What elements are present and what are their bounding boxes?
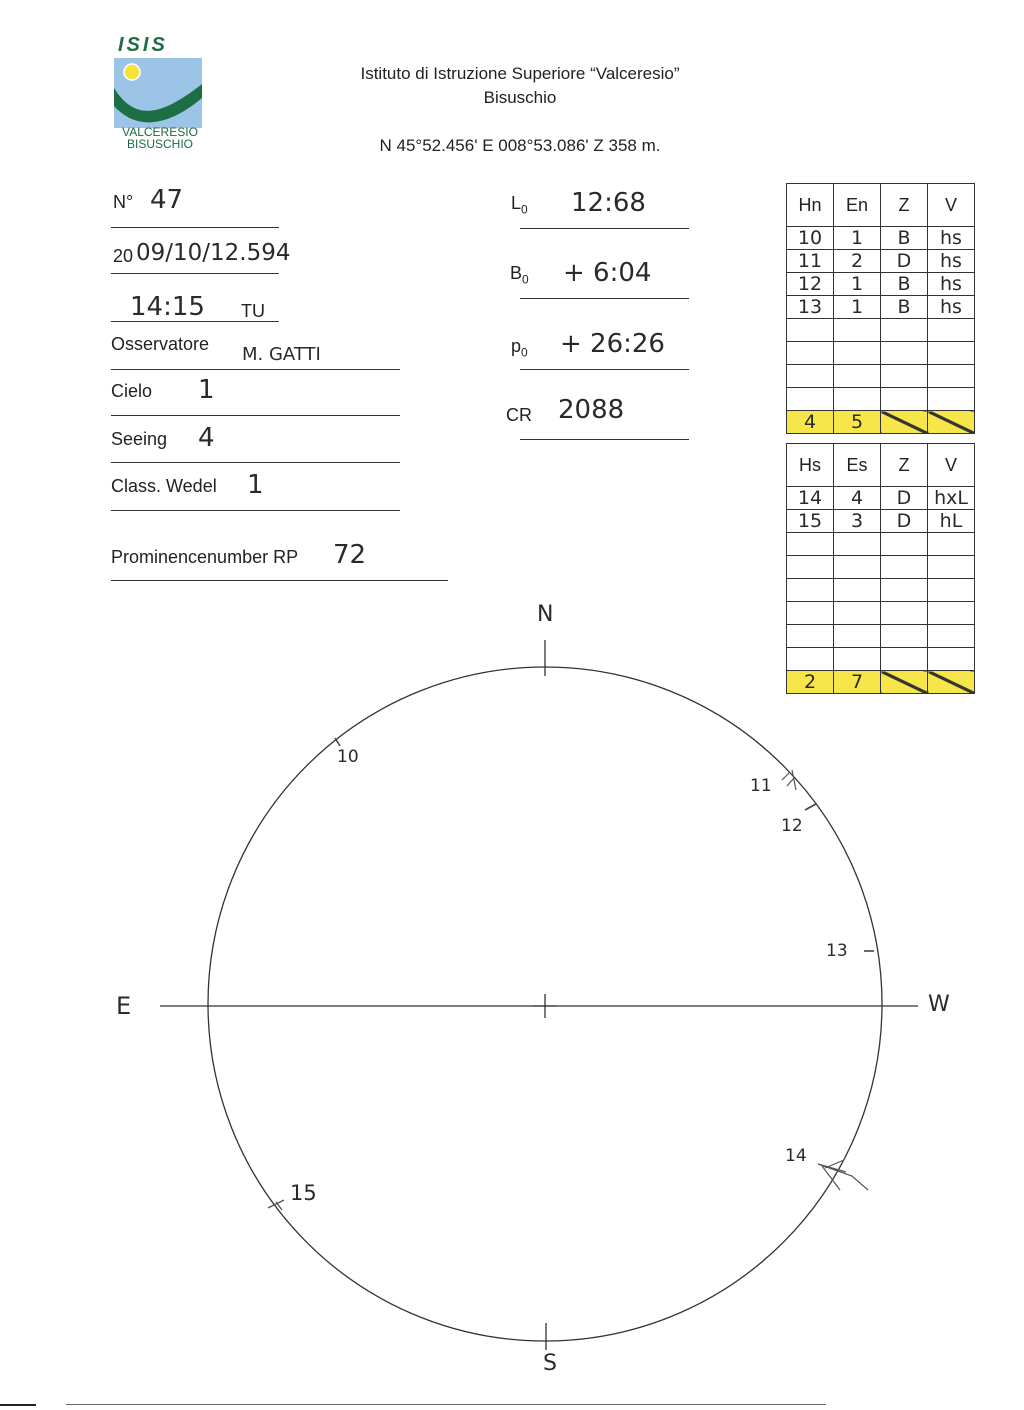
observer-value: M. GATTI xyxy=(242,344,321,365)
table-cell: 13 xyxy=(787,296,834,319)
marker-label: 15 xyxy=(290,1181,317,1205)
table-cell: B xyxy=(881,296,928,319)
p0-value: + 26:26 xyxy=(560,329,665,359)
east-label: E xyxy=(116,992,132,1020)
number-label: N° xyxy=(113,192,134,212)
table-cell: 10 xyxy=(787,227,834,250)
site-coordinates: N 45°52.456' E 008°53.086' Z 358 m. xyxy=(379,136,661,155)
page-bottom-mark xyxy=(0,1404,36,1406)
logo-caption-line2: BISUSCHIO xyxy=(126,137,193,151)
prominence-label: Prominencenumber RP xyxy=(111,547,299,567)
sky-label: Cielo xyxy=(111,381,153,401)
institute-name: Istituto di Istruzione Superiore “Valceresio” xyxy=(360,64,680,83)
table-cell: hs xyxy=(928,227,975,250)
table-cell: 15 xyxy=(787,510,834,533)
observer-label: Osservatore xyxy=(111,334,210,354)
table-cell: 1 xyxy=(834,296,881,319)
table-cell: 1 xyxy=(834,273,881,296)
prominence-mark-12 xyxy=(805,804,816,810)
prominence-mark-14 xyxy=(818,1160,868,1190)
table-cell: 3 xyxy=(834,510,881,533)
p0-subscript: 0 xyxy=(521,345,528,360)
table-cell: hs xyxy=(928,250,975,273)
table-cell: D xyxy=(881,510,928,533)
north-label: N xyxy=(537,602,554,627)
sky-value: 1 xyxy=(198,375,215,405)
l0-value: 12:68 xyxy=(571,188,646,218)
table-cell: 12 xyxy=(787,273,834,296)
total-es: 7 xyxy=(834,671,881,694)
logo-caption-line1: VALCERESIO xyxy=(122,125,198,139)
total-hs: 2 xyxy=(787,671,834,694)
south-label: S xyxy=(543,1351,557,1376)
table-cell: D xyxy=(881,487,928,510)
marker-label: 10 xyxy=(337,747,359,767)
date-value: 09/10/12.594 xyxy=(136,240,291,266)
wedel-value: 1 xyxy=(247,470,264,500)
header-v: V xyxy=(928,184,975,227)
prominence-mark-11 xyxy=(782,770,796,790)
table-cell: 2 xyxy=(834,250,881,273)
b0-letter: B xyxy=(510,263,523,283)
header-hs: Hs xyxy=(787,444,834,487)
wedel-label: Class. Wedel xyxy=(111,476,217,496)
table-cell: hs xyxy=(928,273,975,296)
number-value: 47 xyxy=(150,185,184,215)
logo-wordmark: ISIS xyxy=(118,34,168,56)
table-cell: hxL xyxy=(928,487,975,510)
header-es: Es xyxy=(834,444,881,487)
header-z: Z xyxy=(881,184,928,227)
table-cell: hs xyxy=(928,296,975,319)
time-unit: TU xyxy=(241,301,265,321)
table-cell: hL xyxy=(928,510,975,533)
marker-label: 13 xyxy=(826,941,848,961)
seeing-label: Seeing xyxy=(111,429,168,449)
l0-subscript: 0 xyxy=(521,202,528,217)
header-v: V xyxy=(928,444,975,487)
table-cell: B xyxy=(881,227,928,250)
table-cell: B xyxy=(881,273,928,296)
marker-label: 12 xyxy=(781,816,803,836)
marker-label: 14 xyxy=(785,1146,807,1166)
west-label: W xyxy=(928,992,950,1017)
date-prefix: 20 xyxy=(113,246,134,266)
total-hn: 4 xyxy=(787,411,834,434)
header-hn: Hn xyxy=(787,184,834,227)
institute-town: Bisuschio xyxy=(483,88,557,107)
table-cell: 4 xyxy=(834,487,881,510)
marker-label: 11 xyxy=(750,776,772,796)
time-value: 14:15 xyxy=(130,292,205,322)
table-cell: 1 xyxy=(834,227,881,250)
page-bottom-edge xyxy=(66,1404,826,1405)
l0-letter: L xyxy=(511,193,522,213)
header-en: En xyxy=(834,184,881,227)
b0-subscript: 0 xyxy=(522,272,529,287)
table-cell: 14 xyxy=(787,487,834,510)
p0-letter: p xyxy=(511,336,522,356)
table-cell: D xyxy=(881,250,928,273)
prominence-mark-15 xyxy=(268,1200,284,1210)
total-en: 5 xyxy=(834,411,881,434)
cr-label: CR xyxy=(506,405,532,425)
seeing-value: 4 xyxy=(198,423,215,453)
b0-value: + 6:04 xyxy=(563,258,652,288)
header-z: Z xyxy=(881,444,928,487)
table-cell: 11 xyxy=(787,250,834,273)
cr-value: 2088 xyxy=(558,395,625,425)
prominence-value: 72 xyxy=(333,540,367,570)
